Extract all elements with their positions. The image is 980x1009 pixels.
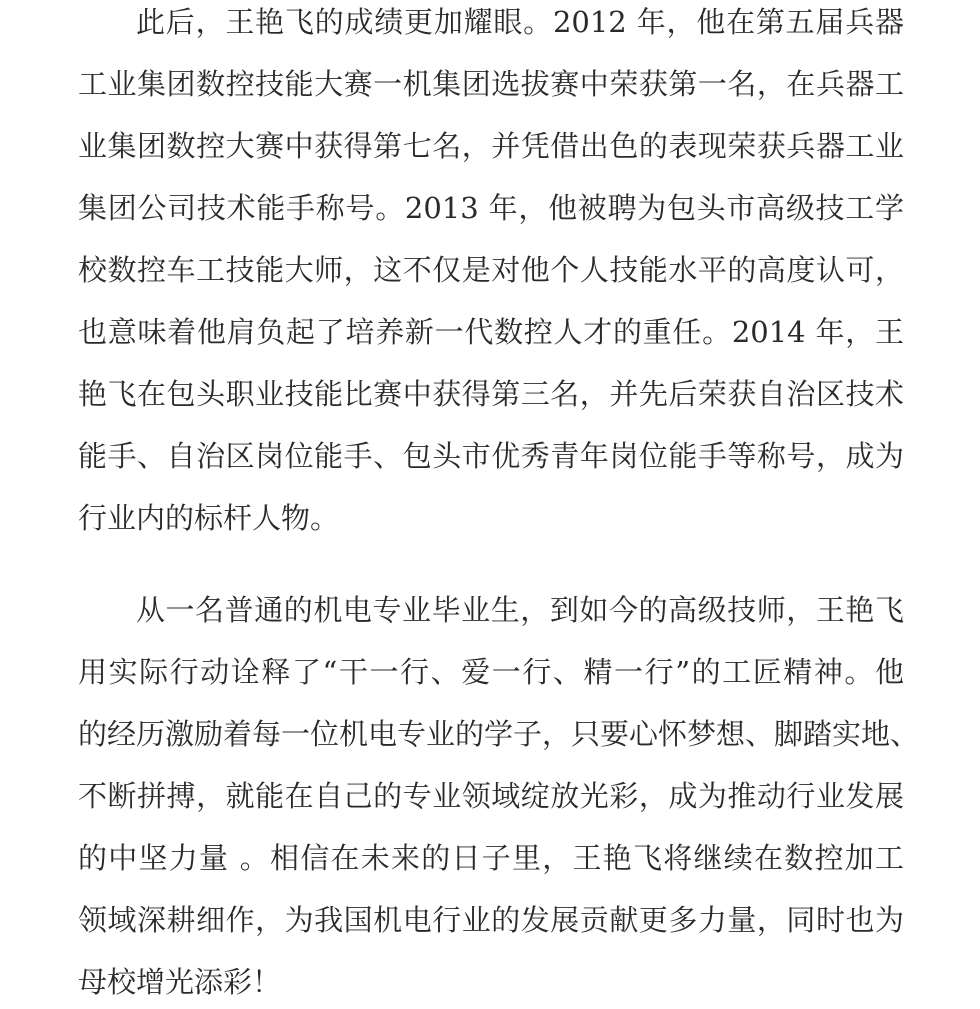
paragraph-2-line-5: 的中坚力量 。相信在未来的日子里，王艳飞将继续在数控加工 <box>78 841 904 875</box>
paragraph-2-line-6: 领域深耕细作，为我国机电行业的发展贡献更多力量，同时也为 <box>78 903 904 937</box>
paragraph-2-line-4: 不断拼搏，就能在自己的专业领域绽放光彩，成为推动行业发展 <box>78 779 904 813</box>
paragraph-2-line-1: 从一名普通的机电专业毕业生，到如今的高级技师，王艳飞 <box>136 593 904 627</box>
paragraph-1-line-4: 集团公司技术能手称号。2013 年，他被聘为包头市高级技工学 <box>78 191 904 225</box>
paragraph-1-line-2: 工业集团数控技能大赛一机集团选拔赛中荣获第一名，在兵器工 <box>78 67 904 101</box>
paragraph-1-line-3: 业集团数控大赛中获得第七名，并凭借出色的表现荣获兵器工业 <box>78 129 904 163</box>
paragraph-1-line-5: 校数控车工技能大师，这不仅是对他个人技能水平的高度认可， <box>78 253 904 287</box>
paragraph-2-line-3: 的经历激励着每一位机电专业的学子，只要心怀梦想、脚踏实地、 <box>78 717 920 751</box>
paragraph-2-line-7: 母校增光添彩！ <box>78 965 282 999</box>
paragraph-1-line-8: 能手、自治区岗位能手、包头市优秀青年岗位能手等称号，成为 <box>78 439 904 473</box>
paragraph-1-line-1: 此后，王艳飞的成绩更加耀眼。2012 年，他在第五届兵器 <box>136 5 904 39</box>
paragraph-1-line-9: 行业内的标杆人物。 <box>78 501 340 535</box>
paragraph-1-line-7: 艳飞在包头职业技能比赛中获得第三名，并先后荣获自治区技术 <box>78 377 904 411</box>
paragraph-2-line-2: 用实际行动诠释了“干一行、爱一行、精一行”的工匠精神。他 <box>78 655 904 689</box>
paragraph-1-line-6: 也意味着他肩负起了培养新一代数控人才的重任。2014 年，王 <box>78 315 904 349</box>
